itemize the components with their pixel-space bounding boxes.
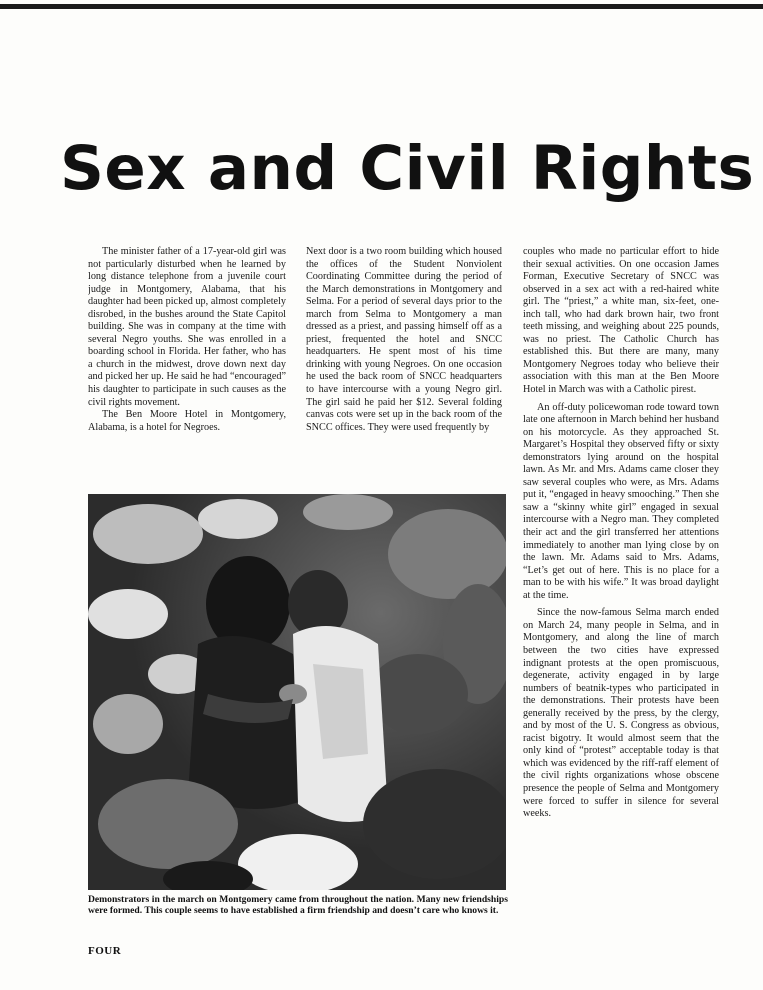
paragraph: Next door is a two room building which housed the offices of the Student Nonviolent Coordinating Committee during the period of the March demonstrations in Montgomery and Selma. For a period of several days prior to the march from Selma to Montgomery a man dressed as a priest, and passing himself off as a priest, frequented the hotel and SNCC headquarters. He spent most of his time drinking with young Negroes. On one occasion he used the back room of SNCC headquarters to have intercourse with a young Negro girl. The girl said he paid her $12. Several folding canvas cots were set up in the back room of the SNCC offices. They were used frequently by [306,246,502,433]
demonstrators-photo [88,494,506,890]
page-number: FOUR [88,945,122,957]
paragraph: The minister father of a 17-year-old girl was not particularly disturbed when he learned by long distance telephone from a juvenile court judge in Montgomery, Alabama, that his daughter had been picked up, almost completely disrobed, in the bushes around the State Capitol building. She was in company at the time with several Negro youths. She was enrolled in a boarding school in Florida. Her father, who has a church in the midwest, drove down next day and picked her up. He said he had “encouraged” his daughter to participate in such causes as the civil rights movement. [88,246,286,408]
article-title: Sex and Civil Rights [60,133,755,204]
text-column-2 [306,246,502,482]
photo-image [88,494,506,890]
top-rule [0,4,763,9]
text-column-1 [88,246,286,482]
text-column-3 [523,246,719,928]
paragraph: The Ben Moore Hotel in Montgomery, Alabama, is a hotel for Negroes. [88,409,286,433]
paragraph: An off-duty policewoman rode toward town late one afternoon in March behind her husband on his motorcycle. As they approached St. Margaret’s Hospital they observed fifty or sixty demonstrators lying around on the hospital lawn. As Mr. and Mrs. Adams came closer they saw several couples who were, as Mrs. Adams put it, “engaged in heavy smooching.” Then she saw a “skinny white girl” engaged in sexual intercourse with a Negro man. They completed their act and the girl transferred her attentions immediately to another man lying close by on the lawn. Mr. Adams said to Mrs. Adams, “Let’s get out of here. This is no place for a man to be with his wife.” It was broad daylight at the time. [523,401,719,601]
paragraph: couples who made no particular effort to hide their sexual activities. On one occasion James Forman, Executive Secretary of SNCC was observed in a sex act with a red-haired white girl. The “priest,” a white man, six-feet, one-inch tall, who had dark brown hair, two front teeth missing, and weighing about 225 pounds, was no priest. The Catholic Church has established this. But there are many, many Montgomery Negroes today who believe their association with this man at the Ben Moore Hotel in March was with a Catholic pirest. [523,246,719,396]
paragraph: Since the now-famous Selma march ended on March 24, many people in Selma, and in Montgomery, and along the line of march between the two cities have expressed indignant protests at the open promiscuous, degenerate, activity engaged in by large numbers of beatnik-types who participated in the demonstrations. Their protests have been generally received by the press, by the clergy, and by most of the U. S. Congress as obvious, racist bigotry. It would almost seem that the only kind of “protest” acceptable today is that which was evidenced by the riff-raff element of the civil rights organizations whose obscene presence the people of Selma and Montgomery were forced to suffer in silence for several weeks. [523,607,719,820]
photo-caption: Demonstrators in the march on Montgomery came from throughout the nation. Many new friendships were formed. This couple seems to have established a firm friendship and doesn’t care who knows it. [88,894,508,917]
